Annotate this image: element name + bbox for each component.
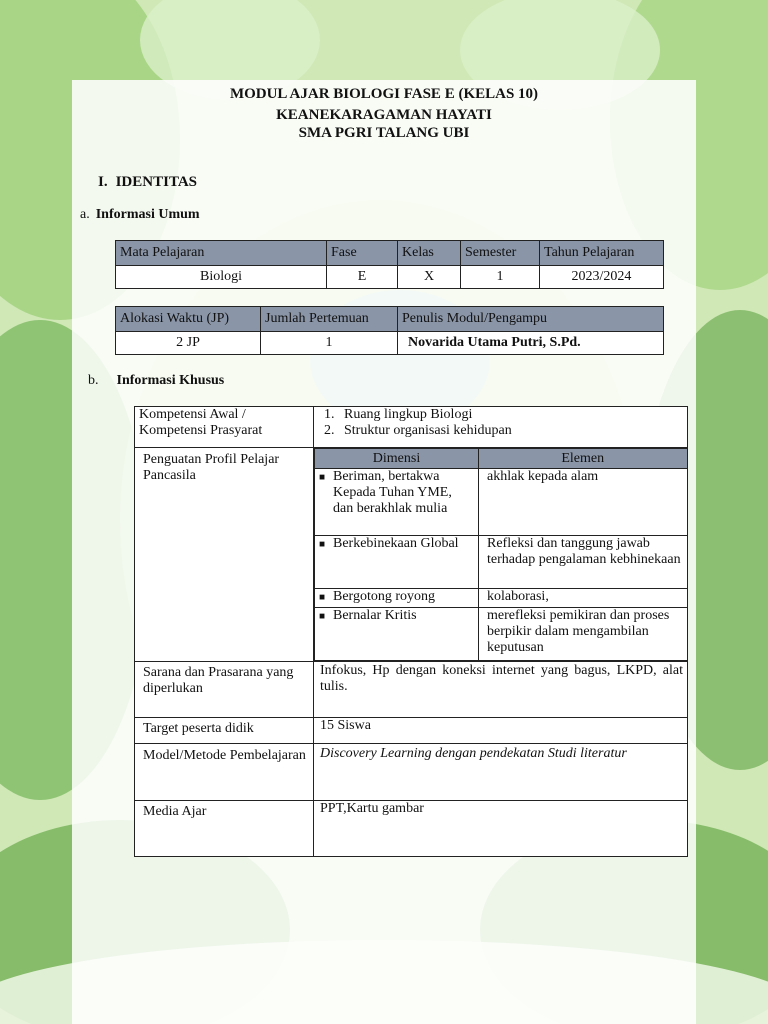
info-khusus-table — [134, 406, 688, 857]
profil-subtable-cell — [314, 448, 688, 662]
subsection-a-title: Informasi Umum — [95, 207, 200, 222]
table-row — [315, 469, 688, 536]
profil-label: Penguatan Profil Pelajar Pancasila — [135, 448, 314, 662]
table-cell: 2 JP — [116, 332, 261, 355]
subsection-b-number: b. — [88, 373, 99, 388]
table-row — [116, 332, 664, 355]
doc-title-line-1: MODUL AJAR BIOLOGI FASE E (KELAS 10) — [229, 86, 539, 102]
table-row — [135, 718, 688, 744]
dimensi-text: Berkebinekaan Global — [333, 536, 459, 551]
subsection-b-heading — [88, 373, 224, 389]
table-row — [135, 407, 688, 448]
table-row — [315, 536, 688, 589]
table-cell: 2023/2024 — [540, 266, 664, 289]
table-header-cell: Mata Pelajaran — [116, 241, 327, 266]
table-cell: Biologi — [116, 266, 327, 289]
subsection-a-number: a. — [80, 207, 90, 222]
bullet-icon: ■ — [319, 611, 326, 622]
section-title: IDENTITAS — [115, 174, 198, 190]
subsection-b-title: Informasi Khusus — [116, 373, 225, 388]
doc-title-line-3: SMA PGRI TALANG UBI — [298, 125, 470, 141]
table-row — [315, 608, 688, 661]
table-row — [135, 744, 688, 801]
table-header-cell: Fase — [327, 241, 398, 266]
elemen-cell: akhlak kepada alam — [479, 469, 688, 536]
model-label: Model/Metode Pembelajaran — [135, 744, 314, 801]
table-header-row — [315, 449, 688, 469]
profil-subtable — [314, 448, 688, 661]
model-value: Discovery Learning dengan pendekatan Studi literatur — [314, 744, 688, 801]
penulis-cell: Novarida Utama Putri, S.Pd. — [398, 332, 664, 355]
bullet-icon: ■ — [319, 592, 326, 603]
table-header-cell: Tahun Pelajaran — [540, 241, 664, 266]
table-row — [135, 662, 688, 718]
table-row — [135, 448, 688, 662]
list-item: 2. Struktur organisasi kehidupan — [338, 423, 687, 439]
list-item: 1. Ruang lingkup Biologi — [338, 407, 687, 423]
doc-title-line-2: KEANEKARAGAMAN HAYATI — [276, 107, 492, 123]
table-header-cell: Jumlah Pertemuan — [261, 307, 398, 332]
table-header-cell: Alokasi Waktu (JP) — [116, 307, 261, 332]
kompetensi-list — [314, 407, 687, 439]
dimensi-cell — [315, 608, 479, 661]
table-header-cell: Dimensi — [315, 449, 479, 469]
table-row — [116, 266, 664, 289]
sarana-label: Sarana dan Prasarana yang diperlukan — [135, 662, 314, 718]
elemen-cell: merefleksi pemikiran dan proses berpikir dalam mengambilan keputusan — [479, 608, 688, 661]
target-label: Target peserta didik — [135, 718, 314, 744]
table-header-row — [116, 307, 664, 332]
table-header-cell: Elemen — [479, 449, 688, 469]
dimensi-cell — [315, 589, 479, 608]
sarana-value: Infokus, Hp dengan koneksi internet yang bagus, LKPD, alat tulis. — [314, 662, 688, 718]
bullet-icon: ■ — [319, 539, 326, 550]
table-row — [135, 801, 688, 857]
table-cell: 1 — [261, 332, 398, 355]
media-value: PPT,Kartu gambar — [314, 801, 688, 857]
table-header-cell: Penulis Modul/Pengampu — [398, 307, 664, 332]
dimensi-text: Bergotong royong — [333, 589, 436, 604]
kompetensi-value — [314, 407, 688, 448]
section-number: I. — [98, 174, 108, 190]
table-header-cell: Kelas — [398, 241, 461, 266]
table-cell: E — [327, 266, 398, 289]
target-value: 15 Siswa — [314, 718, 688, 744]
table-header-cell: Semester — [461, 241, 540, 266]
dimensi-cell — [315, 536, 479, 589]
table-cell: 1 — [461, 266, 540, 289]
subsection-a-heading — [80, 207, 200, 223]
elemen-cell: kolaborasi, — [479, 589, 688, 608]
alokasi-table — [115, 306, 664, 355]
table-header-row — [116, 241, 664, 266]
table-row — [315, 589, 688, 608]
dimensi-text: Beriman, bertakwa Kepada Tuhan YME, dan berakhlak mulia — [333, 469, 452, 516]
info-umum-table — [115, 240, 664, 289]
media-label: Media Ajar — [135, 801, 314, 857]
kompetensi-label: Kompetensi Awal / Kompetensi Prasyarat — [135, 407, 314, 448]
table-cell: X — [398, 266, 461, 289]
dimensi-text: Bernalar Kritis — [333, 608, 417, 623]
section-identitas-heading — [98, 174, 205, 191]
bullet-icon: ■ — [319, 472, 326, 483]
elemen-cell: Refleksi dan tanggung jawab terhadap pengalaman kebhinekaan — [479, 536, 688, 589]
dimensi-cell — [315, 469, 479, 536]
